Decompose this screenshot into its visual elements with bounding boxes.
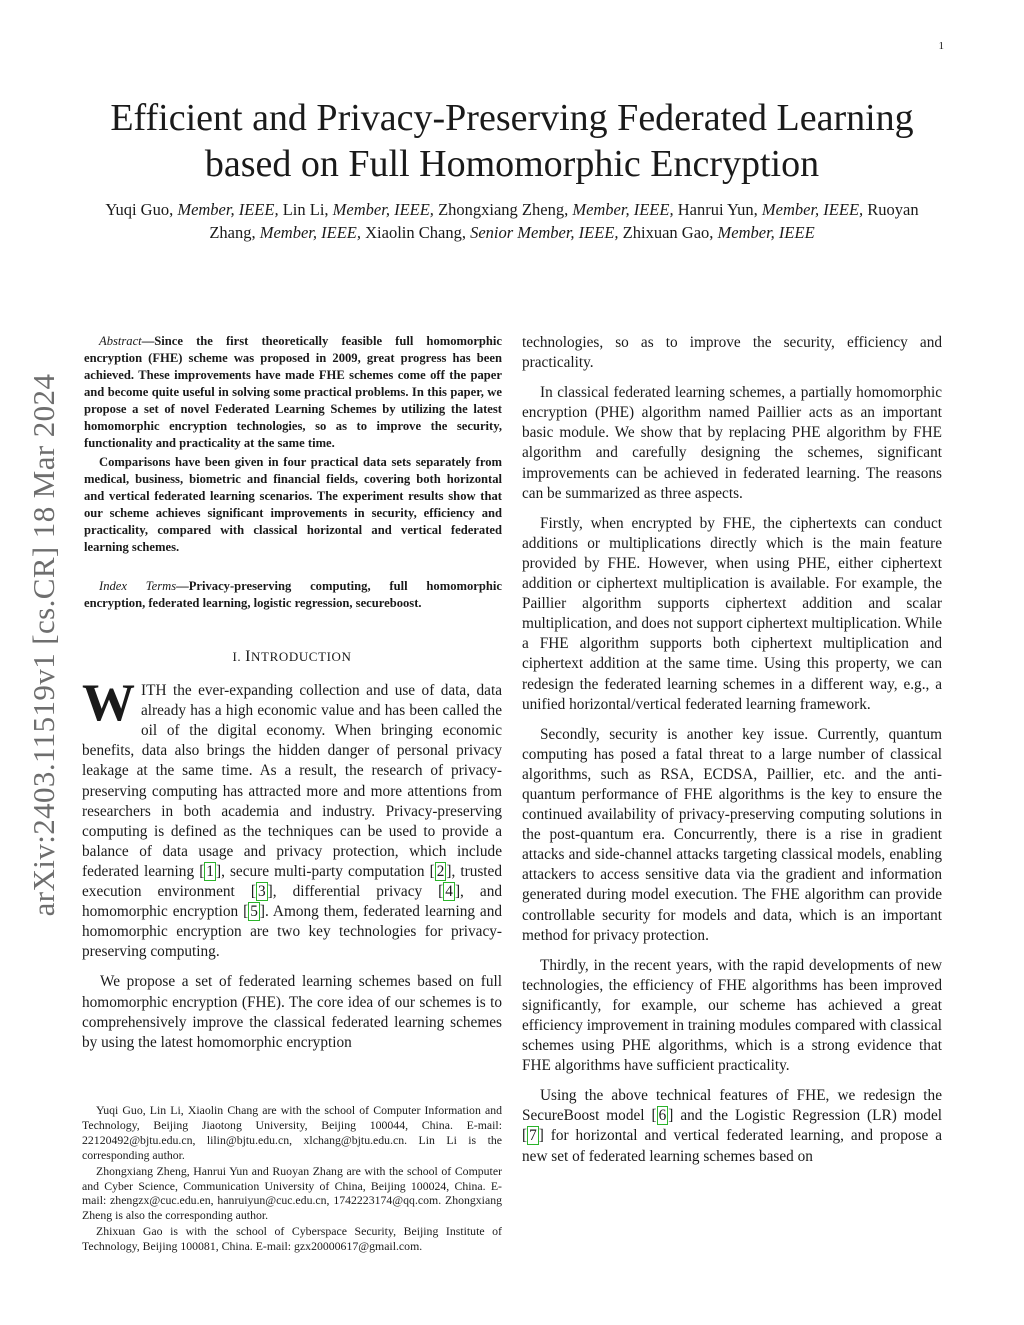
body-paragraph: technologies, so as to improve the security, efficiency and practicality.: [522, 334, 942, 372]
author-name: Hanrui Yun,: [677, 200, 762, 219]
text-run: ITH the ever-expanding collection and use of data, data already has a high economic value and has been called the oil of the digital economy. When bringing economic benefits, data also brings the hidden danger of personal privacy leakage at the same time. As a result, the research of privacy-preserving computing has attracted more and more attentions from researchers in both academia and industry. Privacy-preserving computing is defined as the techniques can be used to provide a balance of data usage and privacy protection, which include federated learning: [82, 682, 502, 880]
index-terms-label: Index Terms: [99, 579, 177, 593]
intro-paragraph: WITH the ever-expanding collection and use of data, data already has a high economic value and has been called the oil of the digital economy. When bringing economic benefits, data also brings the hidden danger of personal privacy leakage at the same time. As a result, the research of privacy-preserving computing has attracted more and more attentions from researchers in both academia and industry. Privacy-preserving computing is defined as the techniques can be used to provide a balance of data usage and privacy protection, which include federated learning [ 1 ], secure multi-party computation [ 2 ], trusted execution environment [ 3 ], differential privacy [ 4 ], and homomorphic encryption [ 5 ]. Among them, federated learning and homomorphic encryption are two key technologies for privacy-preserving computing.: [82, 674, 503, 961]
abstract: [82, 333, 502, 556]
author-name: Zhixuan Gao,: [622, 223, 718, 242]
abstract-paragraph: [84, 333, 502, 452]
footnotes: [82, 1103, 502, 1255]
citation-link[interactable]: 3: [257, 883, 266, 901]
paper-title: [60, 95, 964, 187]
section-initial: I: [245, 648, 252, 665]
abstract-text: —Since the first theoretically feasible full homomorphic encryption (FHE) scheme was proposed in 2009, great progress has been achieved. These improvements have made FHE schemes come off the paper and become quite useful in solving some practical problems. In this paper, we propose a set of novel Federated Learning Schemes by utilizing the latest homomorphic encryption technologies, so as to improve the security, functionality and practicality at the same time.: [84, 334, 502, 450]
author-role: Member, IEEE,: [572, 200, 674, 219]
text-run: Using the above technical features of FHE, we redesign the SecureBoost model: [522, 1087, 942, 1125]
citation-link[interactable]: 5: [250, 903, 258, 921]
author-role: Member, IEEE,: [259, 223, 361, 242]
citation-link[interactable]: 6: [658, 1107, 667, 1125]
author-role: Member, IEEE: [717, 223, 815, 242]
text-run: and the Logistic Regression (LR) model: [673, 1107, 942, 1125]
citation-link[interactable]: 4: [445, 883, 453, 901]
left-column: [82, 333, 502, 1053]
author-name: Ruoyan Zhang,: [209, 200, 919, 242]
title-line-2: based on Full Homomorphic Encryption: [204, 143, 820, 185]
arxiv-stamp-text: arXiv:2403.11519v1 [cs.CR] 18 Mar 2024: [26, 373, 61, 917]
body-paragraph: We propose a set of federated learning schemes based on full homomorphic encryption (FHE). The core idea of our schemes is to comprehensively improve the classical federated learning schemes by using the latest homomorphic encryption: [82, 973, 502, 1051]
text-run: , secure multi-party computation: [221, 862, 430, 880]
right-column: [522, 333, 942, 1167]
citation-link[interactable]: 7: [529, 1127, 537, 1145]
author-role: Member, IEEE,: [761, 200, 864, 219]
abstract-label: Abstract: [99, 334, 142, 348]
body-paragraph: Thirdly, in the recent years, with the rapid developments of new technologies, the efficiency of FHE algorithms has been improved significantly, for example, our scheme has achieved a great efficiency improvement in training modules compared with classical schemes using PHE algorithms, which is a strong evidence that FHE algorithms have sufficient practicality.: [522, 956, 942, 1075]
drop-cap: W: [82, 674, 135, 733]
citation-link[interactable]: 1: [206, 862, 214, 880]
text-run: , and homomorphic encryption: [82, 883, 502, 921]
footnote: Zhixuan Gao is with the school of Cyberspace Security, Beijing Institute of Technology, Beijing 100081, China. E-mail: gzx20000617@gmail.com.: [82, 1224, 502, 1254]
author-list: [90, 198, 934, 244]
section-numeral: I.: [232, 649, 246, 664]
index-terms: [82, 578, 502, 612]
body-paragraph: Firstly, when encrypted by FHE, the ciphertexts can conduct additions or multiplications directly which is the main feature provided by FHE. However, when using PHE, either ciphertext addition or ciphertext multiplication is available. For example, the Paillier algorithm supports ciphertext addition and scalar multiplication, and does not support ciphertext multiplication. While a FHE algorithm supports both ciphertext multiplication and ciphertext addition at the same time. Using this property, we can redesign the federated learning schemes in a different way, e.g., a unified horizontal/vertical federated learning framework.: [522, 514, 942, 713]
section-heading: [82, 647, 502, 667]
author-name: Zhongxiang Zheng,: [438, 200, 573, 219]
page-number: 1: [938, 40, 944, 52]
author-role: Member, IEEE,: [332, 200, 434, 219]
footnote: Zhongxiang Zheng, Hanrui Yun and Ruoyan Zhang are with the school of Computer and Cyber Science, Communication University of China, Beijing 100024, China. E-mail: zhengzx@cuc.edu.en, hanruiyun@cuc.edu.cn, 1742223174@qq.com. Zhongxiang Zheng is also the corresponding author.: [82, 1163, 502, 1223]
index-terms-text: —Privacy-preserving computing, full homomorphic encryption, federated learning, logistic regression, secureboost.: [84, 579, 502, 610]
abstract-paragraph: Comparisons have been given in four practical data sets separately from medical, business, biometric and financial fields, covering both horizontal and vertical federated learning scenarios. The experiment results show that our scheme achieves significant improvements in security, efficiency and practicality, compared with classical horizontal and vertical federated learning schemes.: [84, 455, 502, 554]
body-paragraph: Using the above technical features of FHE, we redesign the SecureBoost model [ 6 ] and the Logistic Regression (LR) model [ 7 ] for horizontal and vertical federated learning, and propose a new set of federated learning schemes based on: [522, 1087, 942, 1165]
author-name: Lin Li,: [282, 200, 333, 219]
text-run: , differential privacy: [272, 883, 439, 901]
author-name: Yuqi Guo,: [105, 200, 178, 219]
text-run: , trusted execution environment: [82, 862, 502, 901]
text-run: . Among them, federated learning and homomorphic encryption are two key technologies for privacy-preserving computing.: [82, 903, 503, 961]
body-paragraph: Secondly, security is another key issue. Currently, quantum computing has posed a fatal threat to a large number of classical algorithms, such as RSA, ECDSA, Paillier, etc. and the anti-quantum performance of FHE algorithms is the key to ensure the continued availability of privacy-preserving computing solutions in the post-quantum era. Concurrently, there is a rise in gradient attacks and side-channel attacks targeting classical models, enabling attackers to access sensitive data via the gradient and information generated during model execution. The FHE algorithm can provide controllable security for models and data, which is an important method for privacy protection.: [522, 725, 942, 944]
section-title: NTRODUCTION: [251, 649, 352, 664]
author-role: Member, IEEE,: [177, 200, 279, 219]
title-line-1: Efficient and Privacy-Preserving Federated Learning: [110, 97, 914, 139]
arxiv-stamp: [14, 350, 74, 940]
footnote: Yuqi Guo, Lin Li, Xiaolin Chang are with the school of Computer Information and Technology, Beijing Jiaotong University, Beijing 100044, China. E-mail: 22120492@bjtu.edu.cn, lilin@bjtu.edu.cn, xlchang@bjtu.edu.cn. Lin Li is the corresponding author.: [82, 1103, 502, 1162]
citation-link[interactable]: 2: [436, 862, 445, 880]
author-name: Xiaolin Chang,: [365, 223, 471, 242]
text-run: for horizontal and vertical federated learning, and propose a new set of federated learning schemes based on: [522, 1127, 942, 1165]
author-role: Senior Member, IEEE,: [470, 223, 619, 242]
body-paragraph: In classical federated learning schemes, a partially homomorphic encryption (PHE) algorithm named Paillier acts as an important basic module. We show that by replacing PHE algorithm by FHE algorithm and carefully designing the schemes, significant improvements can be achieved in federated learning. The reasons can be summarized as three aspects.: [522, 384, 942, 502]
